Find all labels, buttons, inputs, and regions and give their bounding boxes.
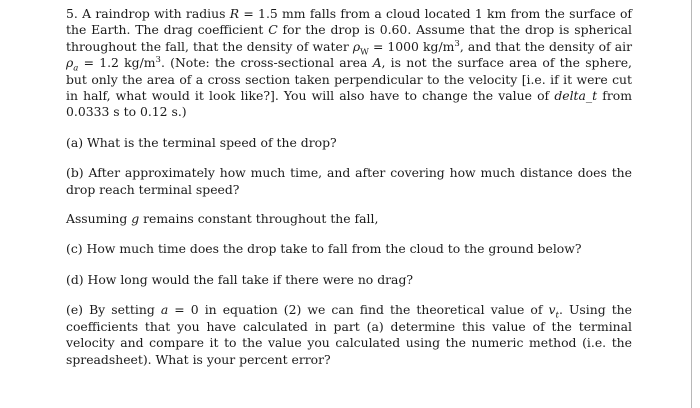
problem-intro — [66, 6, 632, 121]
text-segment: C — [268, 22, 278, 38]
part-a-question: (a) What is the terminal speed of the drop? — [66, 134, 337, 150]
text-segment: = 0 in equation (2) we can find the theoretical value of — [168, 302, 549, 318]
text-segment: ρ — [66, 55, 74, 71]
text-segment: = 1.5 mm falls from a cloud located 1 km from the surface of the Earth. The drag coefficient — [66, 6, 632, 38]
text-segment: W — [360, 47, 369, 58]
text-segment: = 1000 kg/m — [368, 38, 455, 54]
text-segment: , and that the density of air — [459, 38, 632, 54]
text-segment: a — [160, 302, 169, 318]
text-segment: A — [372, 55, 382, 71]
text-segment: from 0.0333 s to 0.12 s.) — [66, 88, 632, 120]
text-segment: Assuming — [66, 211, 132, 227]
part-b-question: (b) After approximately how much time, and after covering how much distance does the drop reach terminal speed? — [66, 165, 632, 197]
text-segment: t — [555, 310, 559, 321]
part-e-question — [66, 302, 632, 368]
text-segment: (e) By setting — [66, 302, 161, 318]
text-segment: g — [131, 211, 140, 227]
text-segment: , is not the surface area of the sphere, but only the area of a cross section taken perpendicular to the velocity [i.e. if it were cut in half, what would it look like?]. You will also have to change the value of — [66, 55, 632, 104]
text-segment: a — [73, 63, 79, 74]
part-c-question: (c) How much time does the drop take to fall from the cloud to the ground below? — [66, 241, 582, 257]
text-segment: remains constant throughout the fall, — [139, 211, 379, 227]
text-segment: delta_t — [554, 88, 598, 104]
text-segment: = 1.2 kg/m — [78, 55, 156, 71]
assumption-text — [66, 211, 632, 227]
text-segment: 5. A raindrop with radius — [66, 6, 230, 21]
problem-document — [66, 6, 632, 368]
text-segment: ρ — [352, 38, 361, 54]
text-segment: . Using the coefficients that you have calculated in part (a) determine this value of the terminal velocity and compare it to the value you calculated using the numeric method (i.e. the spreadsheet). What is your percent error? — [66, 302, 632, 367]
page-edge-divider — [691, 0, 692, 408]
text-segment: 3 — [155, 55, 161, 66]
text-segment: R — [229, 6, 240, 21]
text-segment: for the drop is 0.60. Assume that the drop is spherical throughout the fall, that the density of water — [66, 22, 632, 54]
text-segment: v — [548, 302, 556, 318]
text-segment: . (Note: the cross-sectional area — [160, 55, 373, 71]
text-segment: 3 — [454, 38, 460, 49]
part-d-question: (d) How long would the fall take if there were no drag? — [66, 271, 414, 287]
